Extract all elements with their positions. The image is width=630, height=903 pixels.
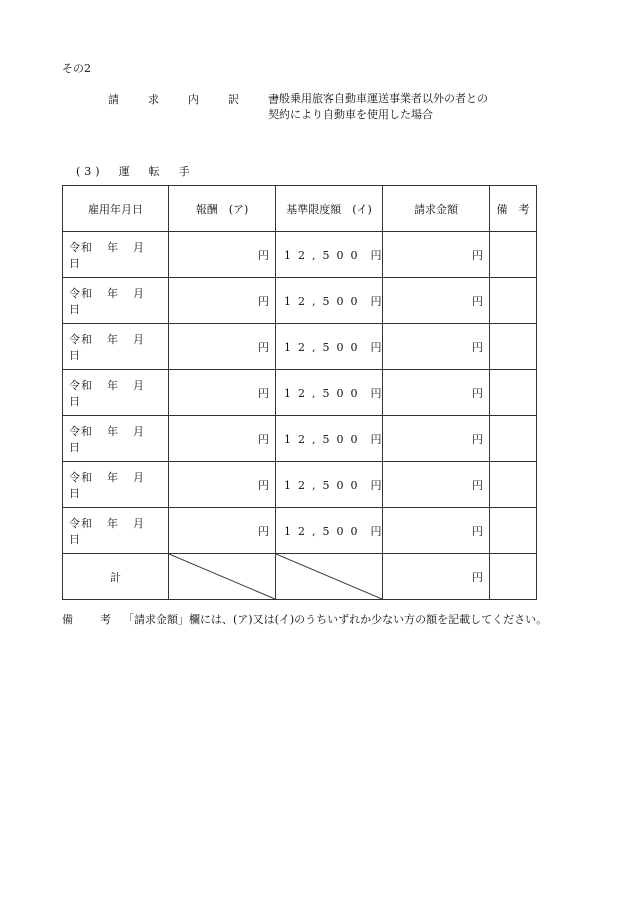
limit-unit: 円 xyxy=(370,248,382,262)
date-year: 年 xyxy=(107,332,119,346)
document-subtitle xyxy=(268,91,488,122)
total-row xyxy=(63,554,537,600)
claim-amount-cell[interactable]: 円 xyxy=(383,232,490,278)
remuneration-cell[interactable]: 円 xyxy=(169,462,276,508)
standard-limit-cell xyxy=(276,508,383,554)
total-claim-amount[interactable]: 円 xyxy=(383,554,490,600)
limit-amount: 12,500 xyxy=(284,432,365,446)
limit-unit: 円 xyxy=(370,340,382,354)
limit-unit: 円 xyxy=(370,524,382,538)
notes-cell[interactable] xyxy=(490,508,537,554)
date-day: 日 xyxy=(69,440,81,454)
subtitle-line-1: 一般乗用旅客自動車運送事業者以外の者との xyxy=(268,92,488,105)
date-month: 月 xyxy=(133,240,145,254)
date-era: 令和 xyxy=(69,470,93,484)
notes-cell[interactable] xyxy=(490,232,537,278)
date-month: 月 xyxy=(133,378,145,392)
claim-amount-cell[interactable]: 円 xyxy=(383,278,490,324)
notes-cell[interactable] xyxy=(490,278,537,324)
date-era: 令和 xyxy=(69,424,93,438)
standard-limit-cell xyxy=(276,278,383,324)
remuneration-cell[interactable]: 円 xyxy=(169,416,276,462)
date-year: 年 xyxy=(107,470,119,484)
table-row xyxy=(63,508,537,554)
table-row xyxy=(63,462,537,508)
date-year: 年 xyxy=(107,286,119,300)
date-era: 令和 xyxy=(69,516,93,530)
date-day: 日 xyxy=(69,302,81,316)
limit-unit: 円 xyxy=(370,386,382,400)
date-day: 日 xyxy=(69,486,81,500)
diagonal-strike-icon xyxy=(276,554,382,599)
employment-date-cell[interactable] xyxy=(63,324,169,370)
total-label: 計 xyxy=(63,554,169,600)
date-month: 月 xyxy=(133,470,145,484)
total-notes[interactable] xyxy=(490,554,537,600)
limit-unit: 円 xyxy=(370,294,382,308)
standard-limit-cell xyxy=(276,416,383,462)
employment-date-cell[interactable] xyxy=(63,508,169,554)
diagonal-strike-icon xyxy=(169,554,275,599)
date-month: 月 xyxy=(133,424,145,438)
limit-amount: 12,500 xyxy=(284,478,365,492)
limit-amount: 12,500 xyxy=(284,340,365,354)
claim-amount-cell[interactable]: 円 xyxy=(383,324,490,370)
date-year: 年 xyxy=(107,516,119,530)
limit-amount: 12,500 xyxy=(284,386,365,400)
limit-amount: 12,500 xyxy=(284,294,365,308)
limit-amount: 12,500 xyxy=(284,248,365,262)
standard-limit-cell xyxy=(276,370,383,416)
date-month: 月 xyxy=(133,286,145,300)
employment-date-cell[interactable] xyxy=(63,462,169,508)
subtitle-line-2: 契約により自動車を使用した場合 xyxy=(268,107,433,121)
section-heading: (3) 運 転 手 xyxy=(76,165,194,178)
date-year: 年 xyxy=(107,378,119,392)
header-employment-date: 雇用年月日 xyxy=(63,186,169,232)
employment-date-cell[interactable] xyxy=(63,232,169,278)
claim-amount-cell[interactable]: 円 xyxy=(383,370,490,416)
limit-unit: 円 xyxy=(370,432,382,446)
table-row xyxy=(63,416,537,462)
date-day: 日 xyxy=(69,256,81,270)
remuneration-cell[interactable]: 円 xyxy=(169,278,276,324)
date-month: 月 xyxy=(133,516,145,530)
remuneration-cell[interactable]: 円 xyxy=(169,508,276,554)
header-claim-amount: 請求金額 xyxy=(383,186,490,232)
billing-table xyxy=(62,185,537,600)
date-day: 日 xyxy=(69,532,81,546)
notes-cell[interactable] xyxy=(490,370,537,416)
claim-amount-cell[interactable]: 円 xyxy=(383,508,490,554)
standard-limit-cell xyxy=(276,232,383,278)
header-notes: 備 考 xyxy=(490,186,537,232)
employment-date-cell[interactable] xyxy=(63,370,169,416)
employment-date-cell[interactable] xyxy=(63,416,169,462)
header-standard-limit: 基準限度額 (イ) xyxy=(276,186,383,232)
limit-unit: 円 xyxy=(370,478,382,492)
page-number: その2 xyxy=(62,62,91,75)
notes-cell[interactable] xyxy=(490,324,537,370)
table-row xyxy=(63,278,537,324)
notes-cell[interactable] xyxy=(490,416,537,462)
limit-amount: 12,500 xyxy=(284,524,365,538)
date-era: 令和 xyxy=(69,240,93,254)
date-era: 令和 xyxy=(69,286,93,300)
table-row xyxy=(63,232,537,278)
date-year: 年 xyxy=(107,424,119,438)
remarks-text: 「請求金額」欄には、(ア)又は(イ)のうちいずれか少ない方の額を記載してください。 xyxy=(123,613,548,626)
document-title: 請 求 内 訳 書 xyxy=(108,93,288,106)
employment-date-cell[interactable] xyxy=(63,278,169,324)
notes-cell[interactable] xyxy=(490,462,537,508)
standard-limit-cell xyxy=(276,462,383,508)
total-remuneration-crossed xyxy=(169,554,276,600)
table-row xyxy=(63,370,537,416)
total-limit-crossed xyxy=(276,554,383,600)
date-year: 年 xyxy=(107,240,119,254)
table-header-row xyxy=(63,186,537,232)
standard-limit-cell xyxy=(276,324,383,370)
date-era: 令和 xyxy=(69,378,93,392)
date-day: 日 xyxy=(69,394,81,408)
remuneration-cell[interactable]: 円 xyxy=(169,370,276,416)
remuneration-cell[interactable]: 円 xyxy=(169,324,276,370)
remuneration-cell[interactable]: 円 xyxy=(169,232,276,278)
date-month: 月 xyxy=(133,332,145,346)
remarks-label: 備 考 xyxy=(62,613,119,626)
claim-amount-cell[interactable]: 円 xyxy=(383,416,490,462)
table-row xyxy=(63,324,537,370)
date-era: 令和 xyxy=(69,332,93,346)
date-day: 日 xyxy=(69,348,81,362)
claim-amount-cell[interactable]: 円 xyxy=(383,462,490,508)
header-remuneration: 報酬 (ア) xyxy=(169,186,276,232)
